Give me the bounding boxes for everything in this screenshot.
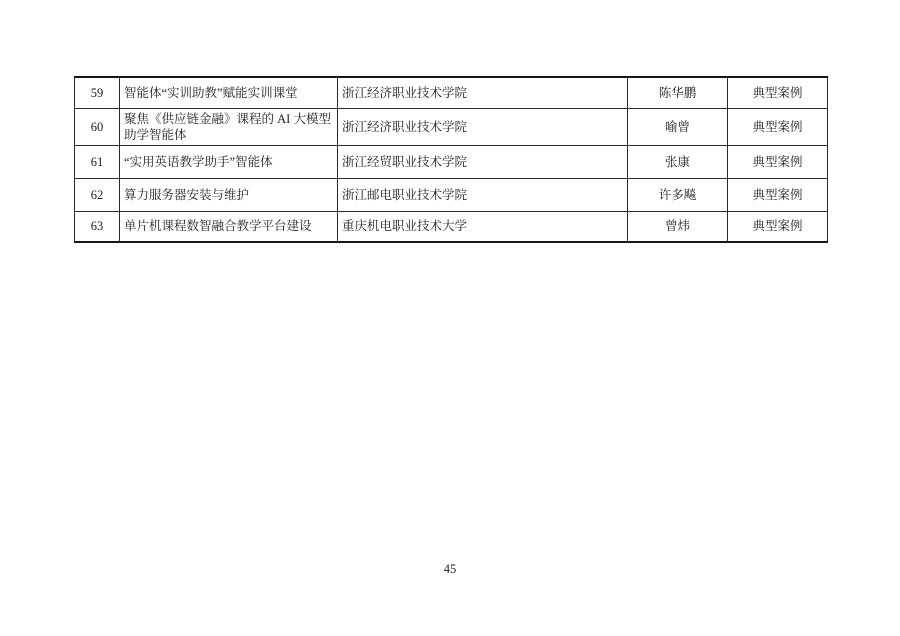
person-name: 陈华鹏 <box>628 77 728 108</box>
project-name: 智能体“实训助教”赋能实训课堂 <box>120 77 338 108</box>
project-name: “实用英语教学助手”智能体 <box>120 145 338 178</box>
award-category: 典型案例 <box>728 211 828 242</box>
table-row <box>75 178 828 211</box>
award-category: 典型案例 <box>728 178 828 211</box>
row-index: 63 <box>75 211 120 242</box>
person-name: 喻曾 <box>628 108 728 145</box>
project-name: 单片机课程数智融合教学平台建设 <box>120 211 338 242</box>
award-category: 典型案例 <box>728 108 828 145</box>
table-row <box>75 211 828 242</box>
project-name: 算力服务器安装与维护 <box>120 178 338 211</box>
institution: 重庆机电职业技术大学 <box>338 211 628 242</box>
institution: 浙江邮电职业技术学院 <box>338 178 628 211</box>
row-index: 60 <box>75 108 120 145</box>
table-row <box>75 145 828 178</box>
table-row <box>75 77 828 108</box>
person-name: 张康 <box>628 145 728 178</box>
table-row <box>75 108 828 145</box>
person-name: 曾炜 <box>628 211 728 242</box>
award-category: 典型案例 <box>728 77 828 108</box>
row-index: 61 <box>75 145 120 178</box>
awards-table <box>74 76 828 243</box>
institution: 浙江经济职业技术学院 <box>338 108 628 145</box>
award-category: 典型案例 <box>728 145 828 178</box>
institution: 浙江经济职业技术学院 <box>338 77 628 108</box>
page-number: 45 <box>443 562 457 576</box>
institution: 浙江经贸职业技术学院 <box>338 145 628 178</box>
row-index: 62 <box>75 178 120 211</box>
row-index: 59 <box>75 77 120 108</box>
project-name: 聚焦《供应链金融》课程的 AI 大模型助学智能体 <box>120 108 338 145</box>
person-name: 许多飚 <box>628 178 728 211</box>
